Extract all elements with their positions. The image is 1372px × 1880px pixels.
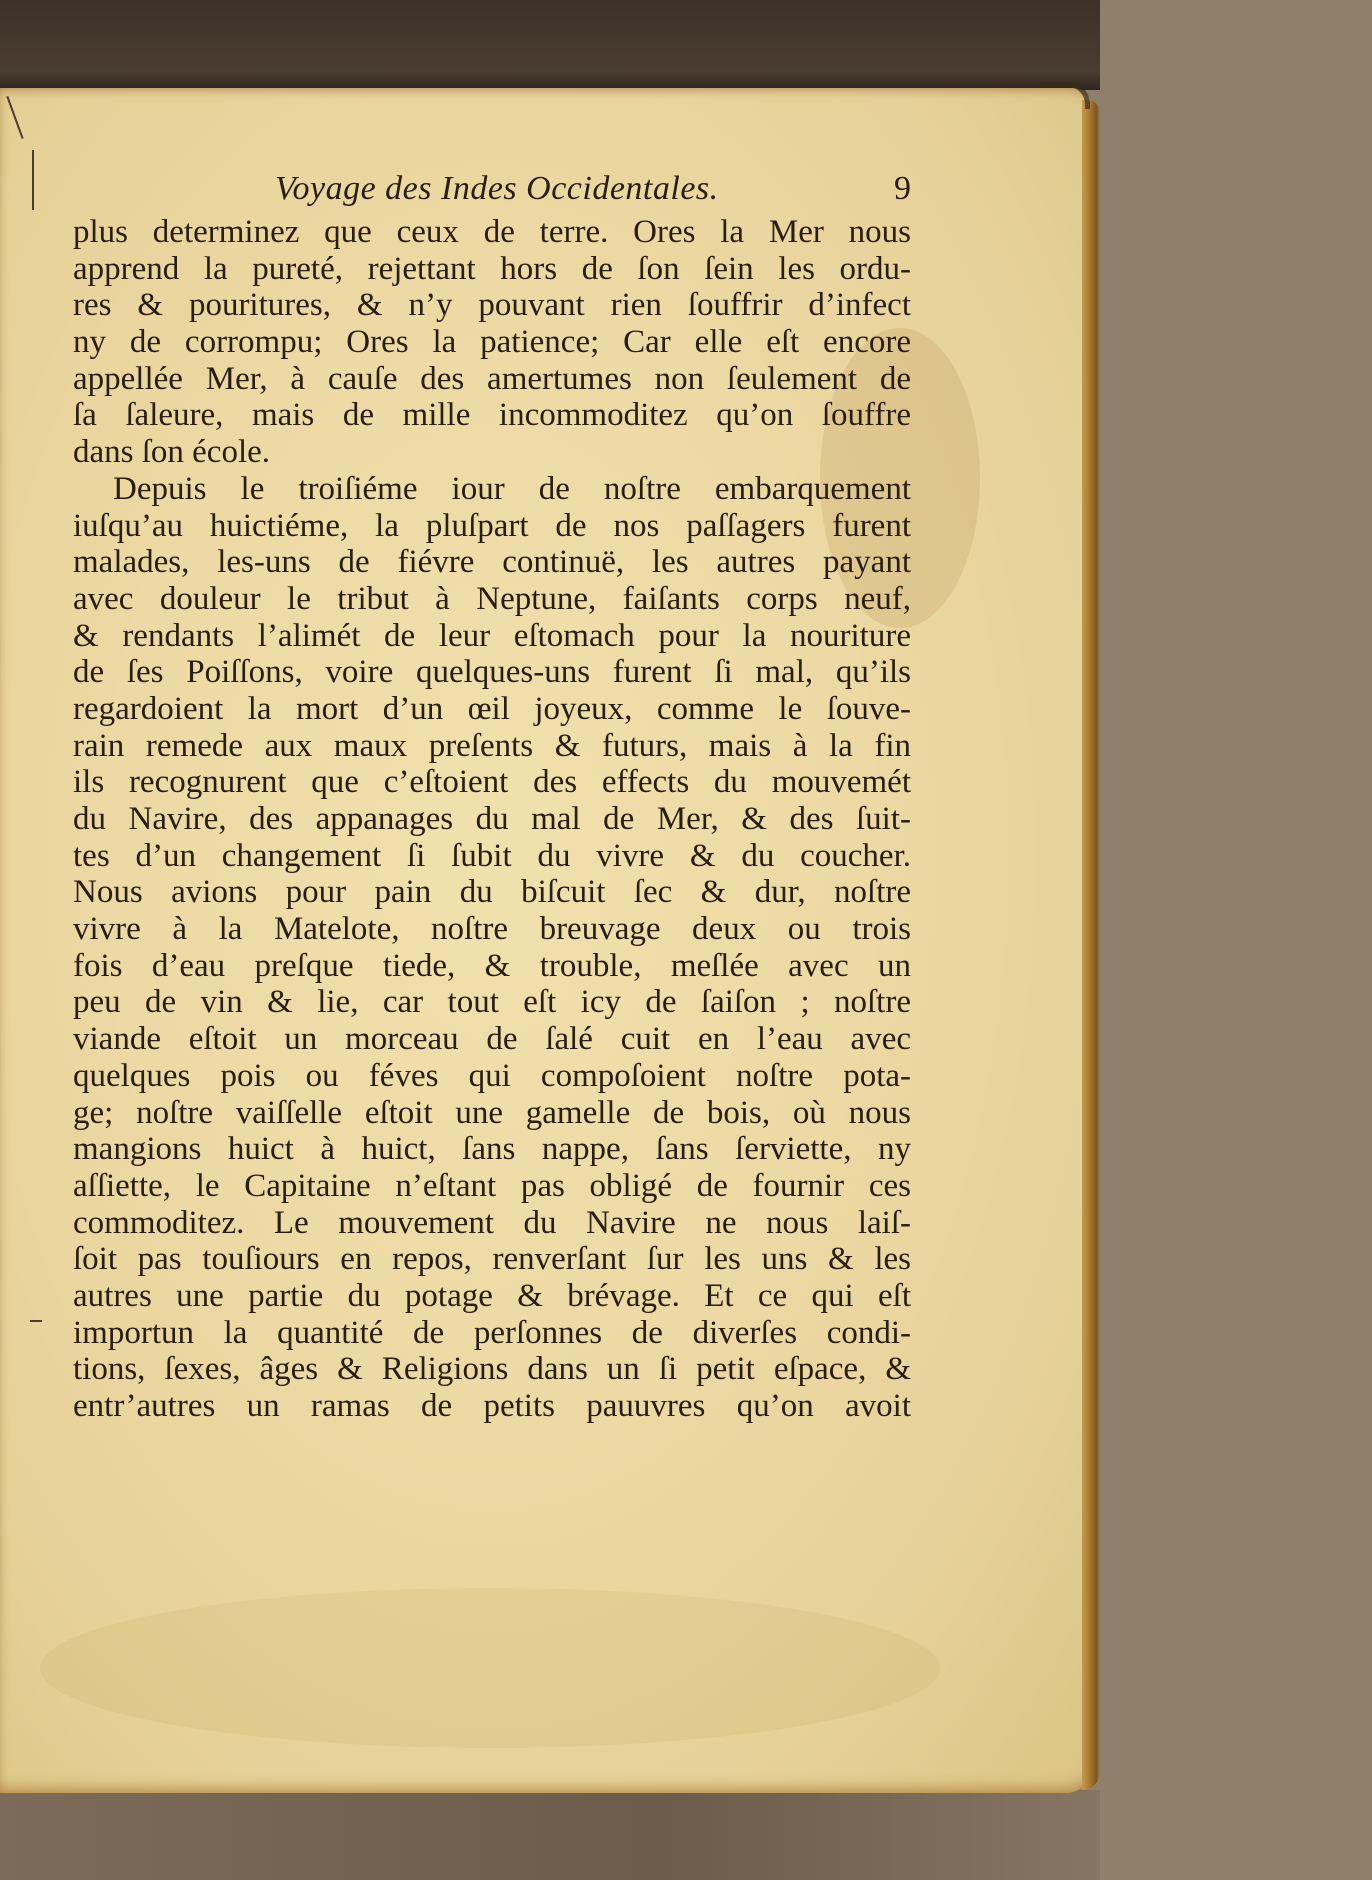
text-line: de ſes Poiſſons, voire quelques-uns furent ſi mal, qu’ils [73, 654, 911, 691]
text-line: plus determinez que ceux de terre. Ores la Mer nous [73, 214, 911, 250]
text-line: ge; noſtre vaiſſelle eſtoit une gamelle de bois, où nous [73, 1094, 911, 1131]
text-line: avec douleur le tribut à Neptune, faiſants corps neuf, [73, 580, 911, 617]
text-line: ſa ſaleure, mais de mille incommoditez qu’on ſouffre [73, 397, 911, 434]
text-line: importun la quantité de perſonnes de diverſes condi- [73, 1314, 911, 1351]
text-line: aſſiette, le Capitaine n’eſtant pas obligé de fournir ces [73, 1167, 911, 1204]
text-line: ny de corrompu; Ores la patience; Car elle eſt encore [73, 324, 911, 361]
running-head [73, 170, 911, 214]
text-line: peu de vin & lie, car tout eſt icy de ſaiſon ; noſtre [73, 984, 911, 1021]
text-line: tions, ſexes, âges & Religions dans un ſi petit eſpace, & [73, 1351, 911, 1388]
margin-scratch [32, 150, 34, 210]
scan-background-top [0, 0, 1100, 90]
text-line: entr’autres un ramas de petits pauuvres qu’on avoit [73, 1388, 911, 1424]
text-line: quelques pois ou féves qui compoſoient noſtre pota- [73, 1057, 911, 1094]
paragraph [73, 471, 911, 1425]
text-line: mangions huict à huict, ſans nappe, ſans ſerviette, ny [73, 1131, 911, 1168]
text-line: iuſqu’au huictiéme, la pluſpart de nos paſſagers furent [73, 507, 911, 544]
body-text [73, 214, 911, 1425]
text-line: res & pouritures, & n’y pouvant rien ſouffrir d’infect [73, 287, 911, 324]
text-line: tes d’un changement ſi ſubit du vivre & du coucher. [73, 837, 911, 874]
text-line: regardoient la mort d’un œil joyeux, comme le ſouve- [73, 690, 911, 727]
text-line: viande eſtoit un morceau de ſalé cuit en l’eau avec [73, 1021, 911, 1058]
page-edge [1082, 100, 1100, 1790]
text-block [73, 170, 911, 1425]
running-title: Voyage des Indes Occidentales. [275, 170, 719, 207]
paper-stain [40, 1588, 940, 1748]
text-line: & rendants l’alimét de leur eſtomach pour la nouriture [73, 617, 911, 654]
text-line: rain remede aux maux preſents & futurs, mais à la fin [73, 727, 911, 764]
text-line: autres une partie du potage & brévage. Et ce qui eſt [73, 1277, 911, 1314]
text-line: ils recognurent que c’eſtoient des effects du mouvemét [73, 764, 911, 801]
page-number: 9 [894, 170, 911, 207]
text-line: dans ſon école. [73, 434, 271, 471]
text-line: malades, les-uns de fiévre continuë, les autres payant [73, 544, 911, 581]
scan-background-bottom [0, 1790, 1100, 1880]
text-line: fois d’eau preſque tiede, & trouble, meſlée avec un [73, 947, 911, 984]
text-line: vivre à la Matelote, noſtre breuvage deux ou trois [73, 911, 911, 948]
text-line: appellée Mer, à cauſe des amertumes non ſeulement de [73, 360, 911, 397]
paragraph [73, 214, 911, 471]
text-line: Depuis le troiſiéme iour de noſtre embarquement [113, 470, 911, 507]
margin-dash [30, 1320, 42, 1322]
text-line: commoditez. Le mouvement du Navire ne nous laiſ- [73, 1204, 911, 1241]
text-line: ſoit pas touſiours en repos, renverſant ſur les uns & les [73, 1241, 911, 1278]
text-line: apprend la pureté, rejettant hors de ſon ſein les ordu- [73, 250, 911, 287]
text-line: Nous avions pour pain du biſcuit ſec & dur, noſtre [73, 874, 911, 911]
text-line: du Navire, des appanages du mal de Mer, & des ſuit- [73, 801, 911, 837]
